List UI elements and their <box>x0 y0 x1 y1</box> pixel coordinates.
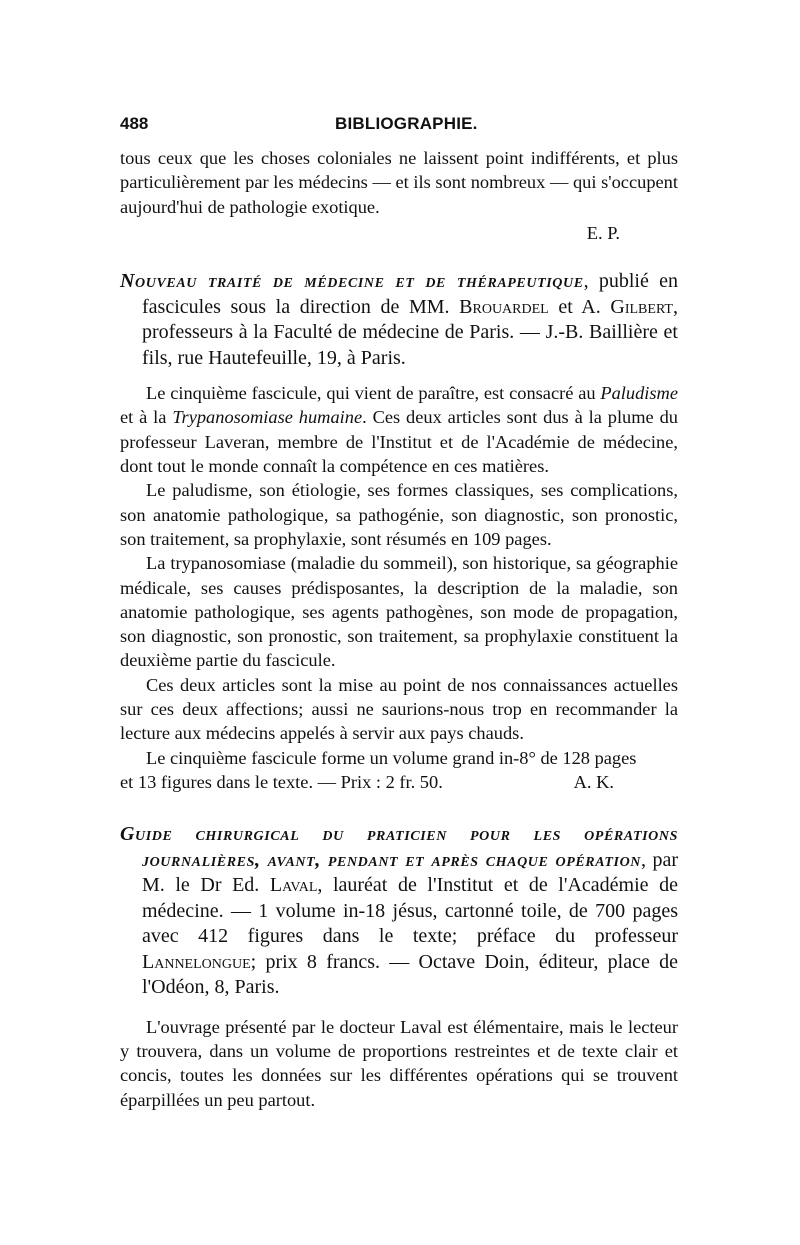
review-paragraph <box>120 381 678 478</box>
book-title: Guide chirurgical du praticien pour les opérations journalières, avant, pendant et après chaque opération <box>120 823 678 871</box>
page-body <box>120 146 678 1112</box>
running-head: BIBLIOGRAPHIE. <box>335 114 478 133</box>
review <box>120 1015 678 1112</box>
review-paragraph: La trypanosomiase (maladie du sommeil), son historique, sa géographie médicale, ses causes prédisposantes, la description de la maladie, son anatomie pathologique, ses agents pathogènes, son mode de propagation, son diagnostic, son pronostic, son traitement, sa prophylaxie constituent la deuxième partie du fascicule. <box>120 553 678 671</box>
notice-text: , par M. le Dr Ed. <box>142 848 678 897</box>
paragraph-text: Le cinquième fascicule, qui vient de paraître, est consacré au <box>146 383 601 404</box>
review <box>120 381 678 794</box>
author-name: Lannelongue <box>142 950 251 973</box>
paragraph-text: et 13 figures dans le texte. — Prix : 2 fr. 50. <box>120 771 443 792</box>
italic-term: Trypanosomiase humaine <box>172 407 363 428</box>
review-paragraph: Le paludisme, son étiologie, ses formes classiques, ses complications, son anatomie pathologique, sa pathogénie, son diagnostic, son pronostic, son traitement, sa prophylaxie, sont résumés en 109 pages. <box>120 480 678 549</box>
bibliographic-notice <box>120 822 678 1001</box>
book-title: Nouveau traité de médecine et de thérapeutique <box>120 270 584 293</box>
review-paragraph: Le cinquième fascicule forme un volume grand in-8° de 128 pages <box>146 747 637 768</box>
spacer <box>120 245 678 269</box>
continued-paragraph: tous ceux que les choses coloniales ne laissent point indifférents, et plus particulièrement par les médecins — et ils sont nombreux — qui s'occupent aujourd'hui de pathologie exotique. <box>120 148 678 217</box>
review-paragraph: Ces deux articles sont la mise au point de nos connaissances actuelles sur ces deux affections; aussi ne saurions-nous trop en recommander la lecture aux médecins appelés à servir aux pays chauds. <box>120 674 678 744</box>
notice-text: , lauréat de l'Institut et de l'Académie de médecine. — 1 volume in-18 jésus, cartonné toile, de 700 pages avec 412 figures dans le texte; préface du professeur <box>142 874 678 948</box>
author-name: Laval <box>269 874 318 897</box>
bibliographic-notice <box>120 269 678 371</box>
notice-text: , professeurs à la Faculté de médecine de Paris. — J.-B. Baillière et fils, rue Hautefeuille, 19, à Paris. <box>142 295 678 369</box>
review-signature: A. K. <box>573 771 614 792</box>
notice-text: ; prix 8 francs. — Octave Doin, éditeur, place de l'Odéon, 8, Paris. <box>142 950 678 999</box>
spacer <box>120 794 678 822</box>
page-number: 488 <box>120 114 149 133</box>
paragraph-text: et à la <box>120 407 173 428</box>
review-signature: E. P. <box>586 222 620 243</box>
notice-text: et A. <box>548 295 611 318</box>
notice-text: , publié en fascicules sous la direction de MM. <box>142 270 678 318</box>
paragraph-text: . Ces deux articles sont dus à la plume du professeur Laveran, membre de l'Institut et de l'Académie de médecine, dont tout le monde connaît la compétence en ces matières. <box>120 407 678 477</box>
review-paragraph: L'ouvrage présenté par le docteur Laval est élémentaire, mais le lecteur y trouvera, dans un volume de proportions restreintes et de texte clair et concis, toutes les données sur les différentes opérations qui se trouvent éparpillées un peu partout. <box>120 1016 678 1110</box>
author-name: Brouardel <box>459 295 549 318</box>
page-header <box>120 114 680 142</box>
author-name: Gilbert <box>610 295 673 318</box>
italic-term: Paludisme <box>600 383 678 404</box>
review-last-line <box>120 770 678 794</box>
